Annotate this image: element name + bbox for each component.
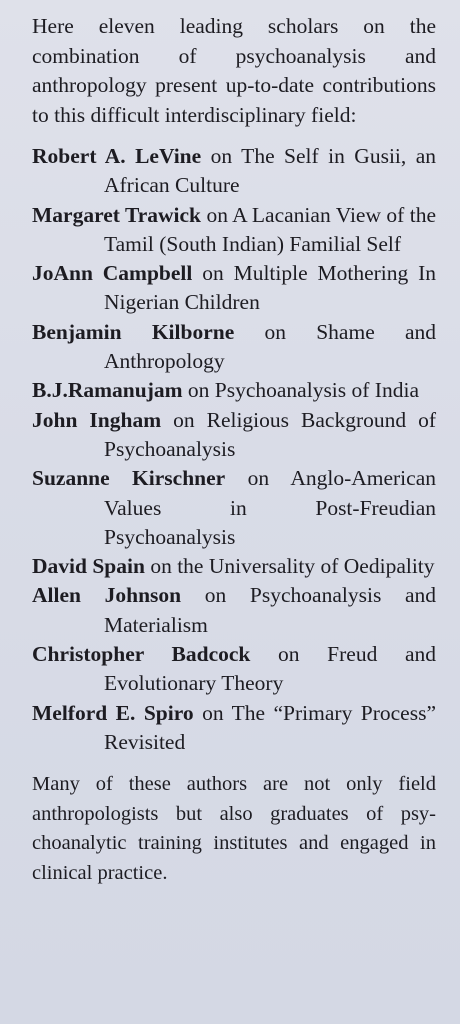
contributor-entry (32, 142, 436, 201)
contributor-name: Melford E. Spiro (32, 700, 194, 725)
contributor-entry (32, 259, 436, 318)
contribution-topic: on A Lacanian View of the Tamil (South Indian) Familial Self (104, 202, 437, 256)
contribution-topic: on Freud and Evolutionary Theory (104, 642, 436, 696)
contributor-entry (32, 464, 436, 552)
closing-paragraph: Many of these authors are not only field anthropologists but also graduates of psychoanalytic training institutes and engaged in clinical practice. (32, 773, 436, 884)
contribution-topic: on Psychoanalysis of India (187, 378, 419, 403)
contribution-topic: on the Universality of Oedipality (150, 554, 435, 579)
contributor-name: Margaret Trawick (32, 202, 202, 227)
intro-paragraph: Here eleven leading scholars on the combination of psychoanalysis and anthropology present up-to-date contributions to this difficult interdisciplinary field: (32, 14, 436, 127)
contribution-topic: on Religious Background of Psychoanalysis (104, 407, 437, 461)
contributor-name: Christopher Badcock (32, 642, 251, 667)
contributor-entry (32, 640, 436, 699)
contributor-list (32, 142, 436, 757)
contributor-entry (32, 318, 436, 377)
contribution-topic: on The “Primary Process” Revisited (104, 700, 436, 754)
contributor-entry (32, 201, 436, 260)
contributor-name: Benjamin Kilborne (32, 319, 235, 344)
contributor-entry (32, 406, 436, 465)
contributor-name: B.J.Ramanujam (32, 378, 183, 403)
contributor-entry (32, 552, 436, 581)
contributor-name: Robert A. LeVine (32, 144, 202, 168)
contributor-name: Allen Johnson (32, 583, 182, 608)
contributor-entry (32, 376, 436, 405)
contributor-name: David Spain (32, 554, 145, 579)
contribution-topic: on Shame and Anthropology (104, 319, 437, 374)
contribution-topic: on Psychoanalysis and Materialism (104, 583, 437, 637)
contribution-topic: on Anglo-American Values in Post-Freudian Psychoanalysis (104, 466, 436, 549)
contribution-topic: on Multiple Mothering In Nigerian Children (104, 261, 436, 315)
contributor-name: JoAnn Campbell (32, 261, 193, 286)
contributor-name: John Ingham (32, 407, 162, 432)
contributor-entry (32, 699, 436, 758)
contributor-entry (32, 581, 436, 640)
contribution-topic: on The Self in Gusii, an African Culture (104, 144, 437, 198)
contributor-name: Suzanne Kirschner (32, 466, 226, 491)
